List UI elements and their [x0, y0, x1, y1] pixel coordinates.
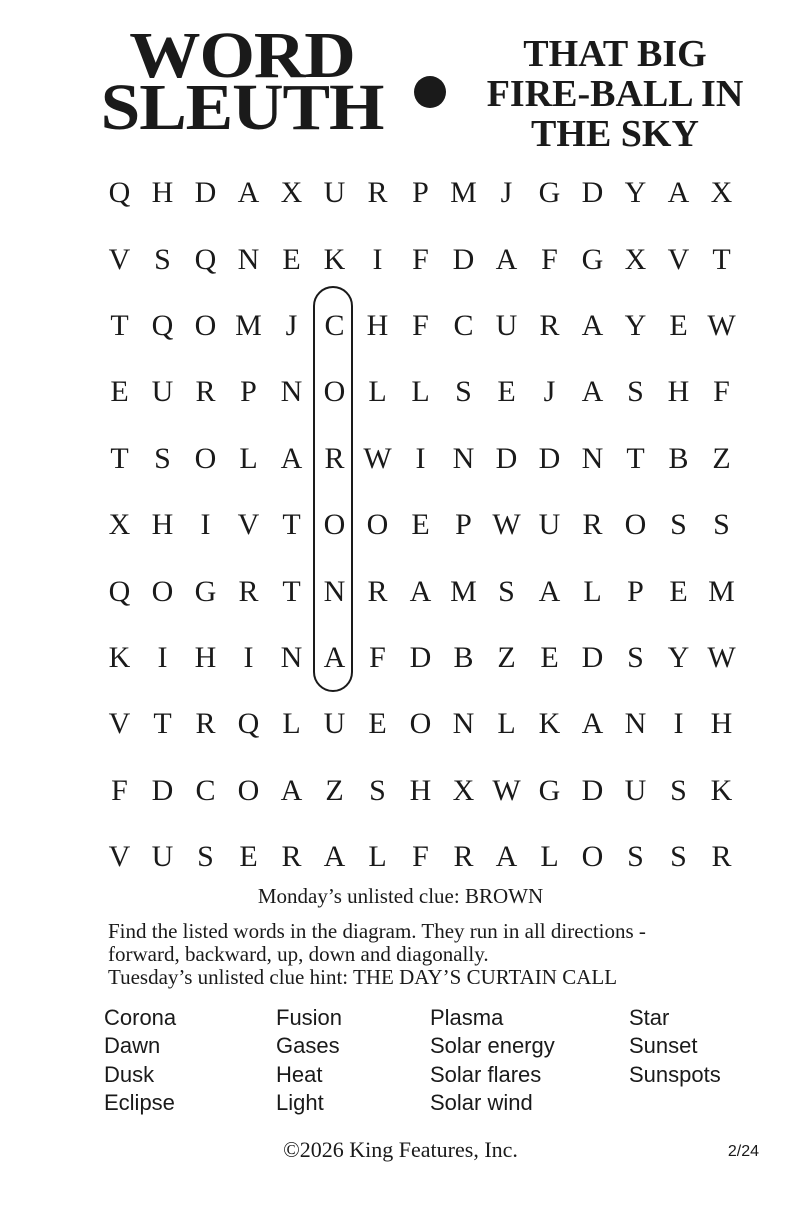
grid-letter[interactable]: F [713, 375, 730, 409]
grid-letter[interactable]: T [712, 242, 731, 276]
grid-letter[interactable]: N [452, 441, 475, 475]
grid-letter[interactable]: R [711, 840, 732, 874]
grid-letter[interactable]: B [668, 441, 689, 475]
grid-letter[interactable]: S [627, 640, 644, 674]
grid-letter[interactable]: T [153, 707, 172, 741]
grid-letter[interactable]: X [108, 508, 131, 542]
grid-letter[interactable]: R [453, 840, 474, 874]
word-list-column-2 [276, 1004, 342, 1117]
grid-letter[interactable]: O [323, 375, 346, 409]
grid-letter[interactable]: Z [497, 640, 516, 674]
grid-letter[interactable]: R [539, 308, 560, 342]
grid-letter[interactable]: O [237, 773, 260, 807]
monday-clue [0, 884, 801, 909]
grid-letter[interactable]: X [624, 242, 647, 276]
grid-letter[interactable]: K [538, 707, 561, 741]
grid-letter[interactable]: N [280, 640, 303, 674]
grid-letter[interactable]: L [368, 840, 387, 874]
grid-letter[interactable]: R [195, 375, 216, 409]
grid-letter[interactable]: E [282, 242, 301, 276]
grid-letter[interactable]: H [151, 508, 174, 542]
grid-letter[interactable]: Q [151, 308, 174, 342]
grid-letter[interactable]: G [581, 242, 604, 276]
puzzle-date: 2/24 [727, 1143, 759, 1160]
grid-letter[interactable]: O [581, 840, 604, 874]
grid-letter[interactable]: W [707, 640, 736, 674]
grid-letter[interactable]: O [366, 508, 389, 542]
grid-letter[interactable]: U [538, 508, 561, 542]
grid-letter[interactable]: R [281, 840, 302, 874]
bullet-dot-icon [414, 76, 446, 108]
word-list-item: Plasma [430, 1005, 504, 1030]
grid-letter[interactable]: P [455, 508, 472, 542]
grid-letter[interactable]: O [323, 508, 346, 542]
grid-letter[interactable]: N [323, 574, 346, 608]
grid-letter[interactable]: A [237, 176, 260, 210]
word-list-item: Corona [104, 1005, 177, 1030]
grid-letter[interactable]: J [500, 176, 513, 210]
grid-row [98, 160, 744, 226]
grid-row [98, 558, 744, 624]
grid-letter[interactable]: E [540, 640, 559, 674]
grid-letter[interactable]: G [538, 773, 561, 807]
grid-letter[interactable]: A [495, 242, 518, 276]
grid-letter[interactable]: S [670, 773, 687, 807]
grid-row [98, 293, 744, 359]
word-list-item: Sunset [629, 1033, 698, 1059]
grid-letter[interactable]: Q [108, 176, 131, 210]
grid-letter[interactable]: A [581, 707, 604, 741]
grid-letter[interactable]: H [151, 176, 174, 210]
word-list-column-3 [430, 1004, 555, 1117]
grid-letter[interactable]: S [627, 375, 644, 409]
grid-letter[interactable]: Q [108, 574, 131, 608]
grid-letter[interactable]: L [540, 840, 559, 874]
grid-letter[interactable]: L [411, 375, 430, 409]
grid-letter[interactable]: N [280, 375, 303, 409]
grid-letter[interactable]: S [627, 840, 644, 874]
grid-row [98, 426, 744, 492]
tuesday-clue-label: Tuesday’s unlisted clue hint: [108, 965, 349, 989]
grid-letter[interactable]: M [450, 176, 477, 210]
grid-letter[interactable]: N [624, 707, 647, 741]
grid-letter[interactable]: E [669, 308, 688, 342]
grid-letter[interactable]: W [492, 508, 521, 542]
grid-row [98, 691, 744, 757]
grid-letter[interactable]: R [195, 707, 216, 741]
grid-letter[interactable]: X [710, 176, 733, 210]
grid-letter[interactable]: L [282, 707, 301, 741]
grid-letter[interactable]: N [237, 242, 260, 276]
grid-letter[interactable]: F [541, 242, 558, 276]
subtitle-line: FIRE-BALL IN [486, 73, 744, 115]
grid-letter[interactable]: W [492, 773, 521, 807]
grid-letter[interactable]: O [624, 508, 647, 542]
word-list-item: Fusion [276, 1005, 343, 1030]
grid-row [98, 492, 744, 558]
grid-letter[interactable]: M [708, 574, 735, 608]
grid-letter[interactable]: T [110, 308, 129, 342]
grid-letter[interactable]: D [452, 242, 475, 276]
word-list-item: Light [276, 1089, 324, 1115]
grid-letter[interactable]: D [495, 441, 518, 475]
monday-clue-answer: BROWN [464, 884, 544, 908]
instructions-line-1: Find the listed words in the diagram. They run in all directions - [108, 919, 646, 943]
grid-letter[interactable]: L [497, 707, 516, 741]
instructions [108, 920, 758, 989]
grid-letter[interactable]: Y [624, 176, 647, 210]
grid-letter[interactable]: S [197, 840, 214, 874]
word-list-item: Dusk [104, 1061, 155, 1087]
grid-letter[interactable]: S [455, 375, 472, 409]
grid-letter[interactable]: F [111, 773, 128, 807]
tuesday-clue [108, 966, 758, 989]
grid-letter[interactable]: M [235, 308, 262, 342]
grid-letter[interactable]: A [667, 176, 690, 210]
grid-row [98, 226, 744, 292]
grid-letter[interactable]: O [409, 707, 432, 741]
grid-letter[interactable]: Y [667, 640, 690, 674]
grid-letter[interactable]: Z [325, 773, 344, 807]
grid-letter[interactable]: E [411, 508, 430, 542]
grid-letter[interactable]: S [713, 508, 730, 542]
grid-letter[interactable]: W [707, 308, 736, 342]
grid-letter[interactable]: S [498, 574, 515, 608]
grid-letter[interactable]: H [710, 707, 733, 741]
grid-letter[interactable]: D [151, 773, 174, 807]
grid-letter[interactable]: I [673, 707, 684, 741]
subtitle-line: THAT BIG [523, 33, 707, 75]
grid-letter[interactable]: I [243, 640, 254, 674]
grid-letter[interactable]: I [200, 508, 211, 542]
grid-letter[interactable]: H [667, 375, 690, 409]
grid-letter[interactable]: U [624, 773, 647, 807]
grid-letter[interactable]: A [538, 574, 561, 608]
grid-letter[interactable]: A [581, 308, 604, 342]
grid-letter[interactable]: A [409, 574, 432, 608]
grid-letter[interactable]: R [324, 441, 345, 475]
grid-letter[interactable]: T [282, 574, 301, 608]
grid-letter[interactable]: E [239, 840, 258, 874]
grid-letter[interactable]: V [237, 508, 260, 542]
grid-letter[interactable]: H [366, 308, 389, 342]
grid-letter[interactable]: R [367, 176, 388, 210]
grid-letter[interactable]: E [110, 375, 129, 409]
word-list-column-1 [104, 1004, 176, 1117]
grid-letter[interactable]: W [363, 441, 392, 475]
grid-letter[interactable]: V [108, 840, 131, 874]
grid-letter[interactable]: I [372, 242, 383, 276]
grid-letter[interactable]: R [582, 508, 603, 542]
copyright: ©2026 King Features, Inc. [283, 1137, 518, 1162]
grid-letter[interactable]: U [323, 176, 346, 210]
grid-letter[interactable]: O [151, 574, 174, 608]
grid-letter[interactable]: Q [237, 707, 260, 741]
word-list-item: Eclipse [104, 1089, 175, 1115]
title-line-sleuth: SLEUTH [100, 71, 384, 144]
grid-letter[interactable]: R [238, 574, 259, 608]
grid-letter[interactable]: L [239, 441, 258, 475]
grid-letter[interactable]: V [667, 242, 690, 276]
puzzle-title [92, 19, 392, 144]
grid-letter[interactable]: T [282, 508, 301, 542]
grid-letter[interactable]: C [195, 773, 216, 807]
grid-letter[interactable]: A [280, 773, 303, 807]
word-list-column-4 [629, 1004, 721, 1089]
grid-letter[interactable]: H [194, 640, 217, 674]
grid-letter[interactable]: S [670, 508, 687, 542]
grid-letter[interactable]: P [627, 574, 644, 608]
grid-letter[interactable]: J [285, 308, 298, 342]
grid-letter[interactable]: S [369, 773, 386, 807]
grid-letter[interactable]: F [369, 640, 386, 674]
grid-letter[interactable]: Y [624, 308, 647, 342]
grid-letter[interactable]: D [538, 441, 561, 475]
letter-grid[interactable] [98, 160, 744, 890]
word-list-item: Solar flares [430, 1061, 542, 1087]
grid-letter[interactable]: U [151, 375, 174, 409]
title-line-word: WORD [129, 19, 355, 92]
grid-letter[interactable]: X [280, 176, 303, 210]
grid-letter[interactable]: U [151, 840, 174, 874]
tuesday-clue-hint: THE DAY’S CURTAIN CALL [353, 965, 618, 989]
grid-letter[interactable]: S [154, 242, 171, 276]
puzzle-subtitle [458, 34, 772, 154]
grid-letter[interactable]: Q [194, 242, 217, 276]
grid-letter[interactable]: P [240, 375, 257, 409]
grid-letter[interactable]: F [412, 840, 429, 874]
grid-letter[interactable]: D [581, 640, 604, 674]
grid-letter[interactable]: T [110, 441, 129, 475]
grid-letter[interactable]: K [108, 640, 131, 674]
grid-letter[interactable]: V [108, 242, 131, 276]
grid-row [98, 758, 744, 824]
grid-letter[interactable]: S [670, 840, 687, 874]
grid-letter[interactable]: K [710, 773, 733, 807]
grid-letter[interactable]: J [543, 375, 556, 409]
word-list-item: Gases [276, 1033, 340, 1059]
grid-letter[interactable]: U [495, 308, 518, 342]
grid-letter[interactable]: F [412, 308, 429, 342]
grid-letter[interactable]: L [583, 574, 602, 608]
grid-letter[interactable]: D [581, 176, 604, 210]
grid-letter[interactable]: F [412, 242, 429, 276]
grid-letter[interactable]: U [323, 707, 346, 741]
grid-letter[interactable]: D [194, 176, 217, 210]
word-list-item: Star [629, 1005, 670, 1030]
grid-letter[interactable]: I [415, 441, 426, 475]
grid-letter[interactable]: E [669, 574, 688, 608]
grid-letter[interactable]: A [581, 375, 604, 409]
grid-letter[interactable]: N [452, 707, 475, 741]
grid-letter[interactable]: M [450, 574, 477, 608]
monday-clue-label: Monday’s unlisted clue: [257, 884, 460, 908]
grid-row [98, 625, 744, 691]
word-list-item: Sunspots [629, 1061, 721, 1087]
grid-letter[interactable]: D [581, 773, 604, 807]
grid-letter[interactable]: I [157, 640, 168, 674]
grid-letter[interactable]: E [368, 707, 387, 741]
word-list-item: Dawn [104, 1033, 161, 1059]
word-list-item: Heat [276, 1061, 323, 1087]
grid-letter[interactable]: G [538, 176, 561, 210]
grid-letter[interactable]: O [194, 441, 217, 475]
grid-letter[interactable]: E [497, 375, 516, 409]
grid-letter[interactable]: A [495, 840, 518, 874]
answer-circle-corona [313, 286, 353, 692]
grid-letter[interactable]: Z [712, 441, 731, 475]
grid-letter[interactable]: V [108, 707, 131, 741]
grid-row [98, 359, 744, 425]
grid-letter[interactable]: K [323, 242, 346, 276]
grid-letter[interactable]: X [452, 773, 475, 807]
grid-letter[interactable]: B [453, 640, 474, 674]
word-list-item: Solar energy [430, 1033, 555, 1059]
instructions-line-2: forward, backward, up, down and diagonally. [108, 942, 489, 966]
grid-letter[interactable]: S [154, 441, 171, 475]
grid-letter[interactable]: O [194, 308, 217, 342]
grid-letter[interactable]: D [409, 640, 432, 674]
grid-letter[interactable]: N [581, 441, 604, 475]
grid-letter[interactable]: T [626, 441, 645, 475]
grid-letter[interactable]: G [194, 574, 217, 608]
grid-letter[interactable]: A [323, 840, 346, 874]
subtitle-line: THE SKY [531, 113, 699, 155]
grid-letter[interactable]: H [409, 773, 432, 807]
word-list-item: Solar wind [430, 1089, 533, 1115]
grid-letter[interactable]: L [368, 375, 387, 409]
grid-letter[interactable]: A [323, 640, 346, 674]
grid-row [98, 824, 744, 890]
grid-letter[interactable]: R [367, 574, 388, 608]
grid-letter[interactable]: A [280, 441, 303, 475]
grid-letter[interactable]: C [324, 308, 345, 342]
grid-letter[interactable]: P [412, 176, 429, 210]
grid-letter[interactable]: C [453, 308, 474, 342]
